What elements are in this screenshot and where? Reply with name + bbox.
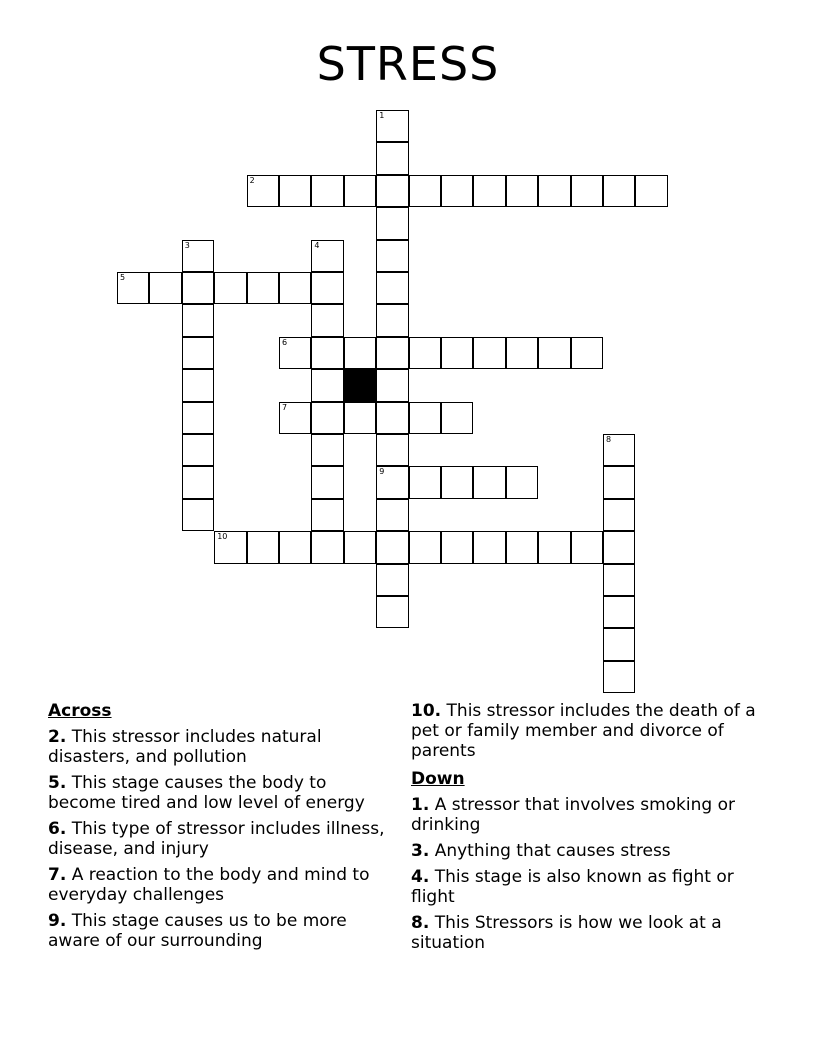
grid-cell[interactable] [571,337,603,369]
grid-cell[interactable] [247,175,279,207]
grid-cell[interactable] [603,434,635,466]
clue-text: This stage is also known as fight or flight [411,867,734,907]
down-clue-4 [411,867,781,907]
grid-block [344,369,376,401]
grid-cell[interactable] [344,337,376,369]
grid-cell[interactable] [473,337,505,369]
grid-cell[interactable] [473,531,505,563]
clues-column-left [48,701,398,957]
grid-cell[interactable] [571,175,603,207]
grid-cell[interactable] [279,337,311,369]
down-clue-8 [411,913,781,953]
clue-number: 9. [48,911,67,931]
grid-cell[interactable] [376,466,408,498]
across-clue-10 [411,701,781,761]
clue-number-label: 1 [379,111,385,120]
grid-cell[interactable] [603,531,635,563]
grid-cell[interactable] [441,466,473,498]
across-clue-6 [48,819,398,859]
clue-text: This type of stressor includes illness, disease, and injury [48,819,385,859]
grid-cell[interactable] [311,272,343,304]
clue-number-label: 9 [379,467,385,477]
grid-cell[interactable] [182,337,214,369]
grid-cell[interactable] [279,272,311,304]
grid-cell[interactable] [506,175,538,207]
grid-cell[interactable] [409,337,441,369]
clue-number-label: 7 [282,402,288,412]
grid-cell[interactable] [279,531,311,563]
clue-number-label: 4 [314,240,320,250]
clue-text: A stressor that involves smoking or drinking [411,795,735,835]
grid-cell[interactable] [279,175,311,207]
grid-cell[interactable] [376,402,408,434]
across-heading: Across [48,701,112,721]
across-clue-7 [48,865,398,905]
grid-cell[interactable] [603,175,635,207]
page-title: STRESS [316,37,500,91]
clue-number: 10. [411,701,442,721]
grid-cell[interactable] [376,499,408,531]
clue-number: 1. [411,795,430,815]
clue-number: 5. [48,773,67,793]
grid-cell[interactable] [376,110,408,142]
grid-cell[interactable] [603,628,635,660]
grid-cell[interactable] [214,272,246,304]
grid-cell[interactable] [311,499,343,531]
grid-cell[interactable] [311,531,343,563]
grid-cell[interactable] [603,596,635,628]
clue-number-label: 2 [249,175,255,185]
grid-cell[interactable] [376,272,408,304]
clue-text: This Stressors is how we look at a situation [411,913,722,953]
grid-cell[interactable] [182,304,214,336]
grid-cell[interactable] [506,337,538,369]
clue-number: 8. [411,913,430,933]
grid-cell[interactable] [376,207,408,239]
clue-number-label: 8 [606,435,612,444]
clue-text: This stage causes us to be more aware of our surrounding [48,911,347,951]
clue-text: This stressor includes the death of a pet or family member and divorce of parents [411,701,756,761]
grid-cell[interactable] [182,369,214,401]
grid-cell[interactable] [376,240,408,272]
grid-cell[interactable] [182,434,214,466]
grid-cell[interactable] [376,304,408,336]
grid-cell[interactable] [376,142,408,174]
clue-text: This stressor includes natural disasters, and pollution [48,727,322,767]
grid-cell[interactable] [376,564,408,596]
grid-cell[interactable] [538,337,570,369]
grid-cell[interactable] [182,272,214,304]
grid-cell[interactable] [376,531,408,563]
grid-cell[interactable] [473,175,505,207]
grid-cell[interactable] [376,434,408,466]
grid-cell[interactable] [182,499,214,531]
grid-cell[interactable] [603,661,635,693]
grid-cell[interactable] [311,434,343,466]
grid-cell[interactable] [247,531,279,563]
grid-cell[interactable] [409,175,441,207]
grid-cell[interactable] [311,337,343,369]
down-clue-1 [411,795,781,835]
grid-cell[interactable] [279,402,311,434]
across-clue-9 [48,911,398,951]
clue-number: 4. [411,867,430,887]
grid-cell[interactable] [344,531,376,563]
clue-number-label: 10 [217,532,228,542]
grid-cell[interactable] [311,402,343,434]
across-clue-2 [48,727,398,767]
clue-number: 2. [48,727,67,747]
grid-cell[interactable] [311,240,343,272]
down-clue-3 [411,841,781,861]
clue-number-label: 3 [184,240,190,250]
clue-number: 7. [48,865,67,885]
clue-text: Anything that causes stress [434,841,671,861]
grid-cell[interactable] [344,175,376,207]
grid-cell[interactable] [603,499,635,531]
grid-cell[interactable] [376,596,408,628]
grid-cell[interactable] [571,531,603,563]
grid-cell[interactable] [182,402,214,434]
grid-cell[interactable] [311,304,343,336]
grid-cell[interactable] [344,402,376,434]
grid-cell[interactable] [311,369,343,401]
clue-number: 3. [411,841,430,861]
grid-cell[interactable] [603,466,635,498]
grid-cell[interactable] [376,369,408,401]
clue-number: 6. [48,819,67,839]
grid-cell[interactable] [603,564,635,596]
grid-cell[interactable] [538,175,570,207]
across-clue-5 [48,773,398,813]
grid-cell[interactable] [182,240,214,272]
grid-cell[interactable] [441,337,473,369]
grid-cell[interactable] [506,466,538,498]
grid-cell[interactable] [117,272,149,304]
down-heading: Down [411,769,465,789]
grid-cell[interactable] [441,531,473,563]
grid-cell[interactable] [214,531,246,563]
grid-cell[interactable] [409,466,441,498]
clue-text: A reaction to the body and mind to everyday challenges [48,865,370,905]
grid-cell[interactable] [473,466,505,498]
grid-cell[interactable] [441,402,473,434]
grid-cell[interactable] [247,272,279,304]
grid-cell[interactable] [635,175,667,207]
grid-cell[interactable] [409,402,441,434]
grid-cell[interactable] [376,337,408,369]
clue-number-label: 6 [282,337,288,347]
grid-cell[interactable] [506,531,538,563]
grid-cell[interactable] [149,272,181,304]
clue-number-label: 5 [120,273,126,282]
grid-cell[interactable] [182,466,214,498]
clues-column-right [411,701,781,959]
grid-cell[interactable] [409,531,441,563]
grid-cell[interactable] [376,175,408,207]
grid-cell[interactable] [311,466,343,498]
clue-text: This stage causes the body to become tired and low level of energy [48,773,365,813]
grid-cell[interactable] [441,175,473,207]
grid-cell[interactable] [538,531,570,563]
grid-cell[interactable] [311,175,343,207]
